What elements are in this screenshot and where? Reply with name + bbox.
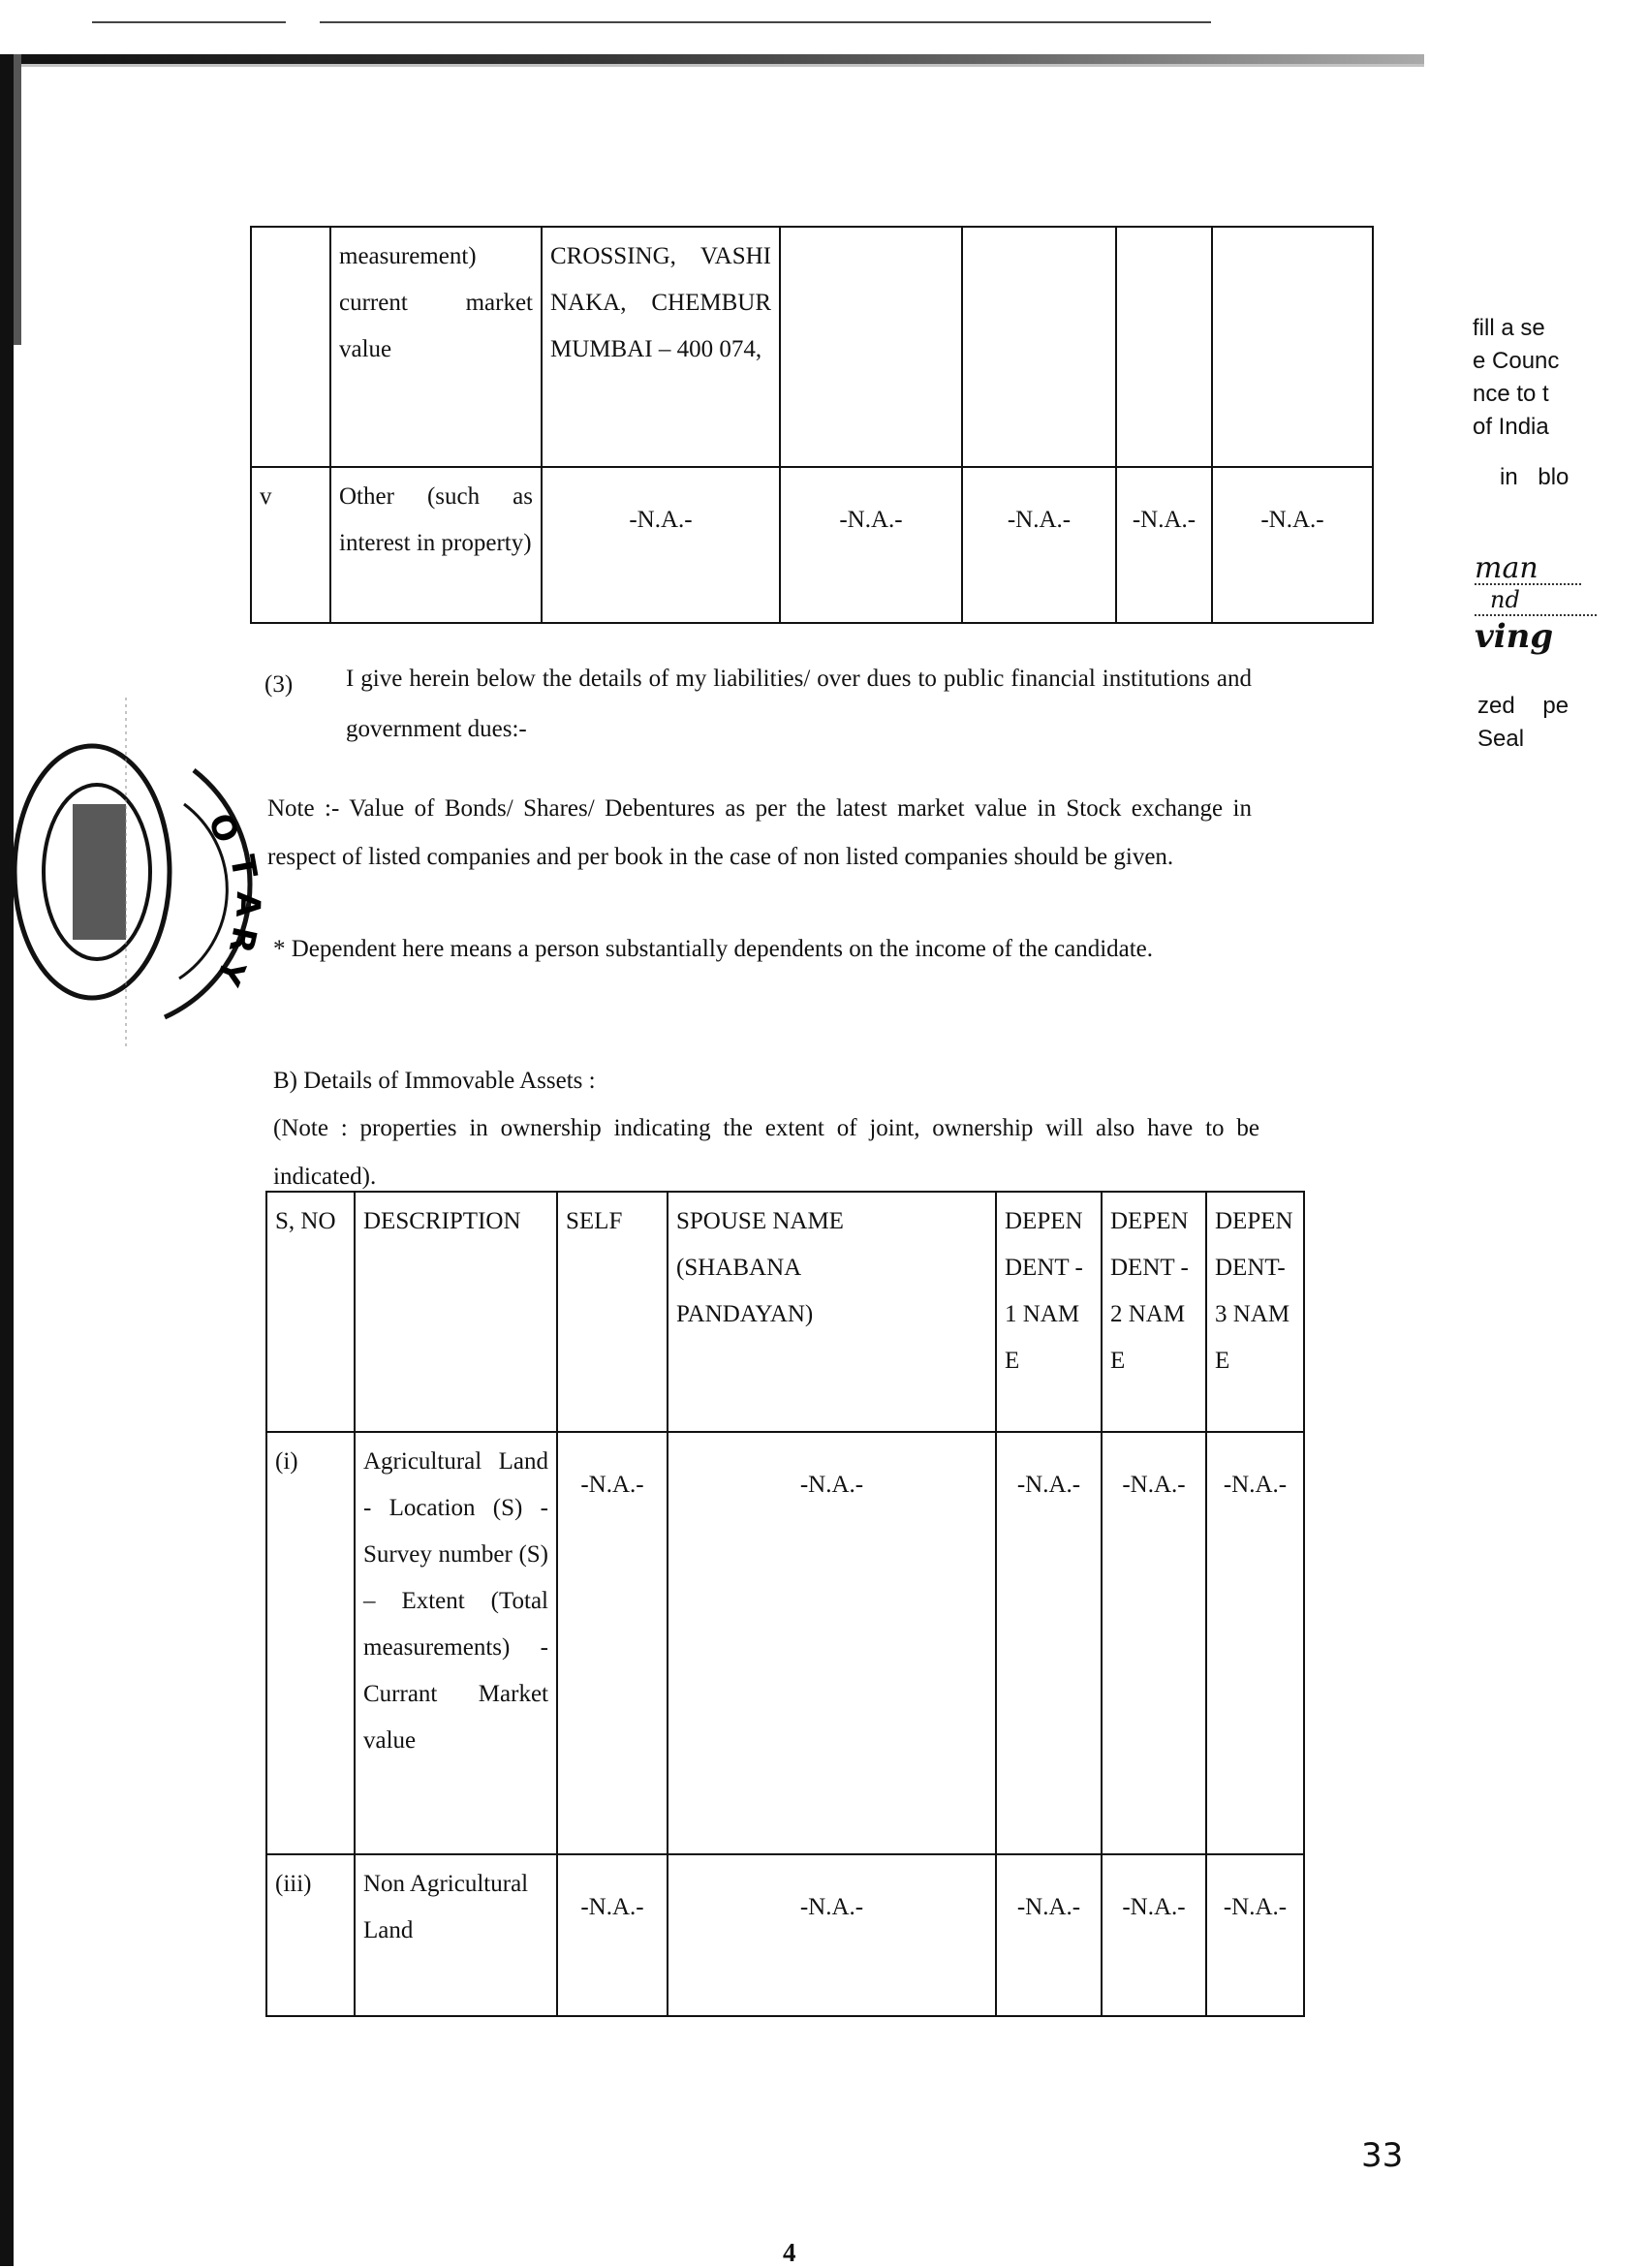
header-dependent-3: DEPENDENT-3 NAME: [1206, 1192, 1304, 1432]
self-cell: -N.A.-: [557, 1854, 668, 2016]
margin-fragment-lower: [1477, 690, 1569, 756]
margin-fragment-line: zed pe: [1477, 693, 1569, 719]
margin-fragment-line: Seal: [1477, 726, 1525, 752]
dependent-3-cell: -N.A.-: [1212, 467, 1373, 623]
header-sno-label: S, NO: [275, 1208, 336, 1234]
scan-edge-shadow: [0, 64, 1424, 67]
header-dependent-1: DEPENDENT -1 NAME: [996, 1192, 1102, 1432]
margin-fragment-text: [1473, 312, 1569, 494]
margin-fragment-line: in blo: [1500, 464, 1569, 490]
handwritten-page-number: 33: [1361, 2136, 1404, 2175]
stamp-letter: R: [220, 923, 264, 957]
description-cell: Agricultural Land - Location (S) - Survey number (S) – Extent (Total measurements) - Currant Market value: [355, 1432, 557, 1854]
table-row: [251, 467, 1373, 623]
liabilities-statement: I give herein below the details of my liabilities/ over dues to public financial institutions and government dues:-: [346, 666, 1252, 742]
table-row: [251, 227, 1373, 467]
stamp-letter: O: [200, 808, 247, 849]
scan-line: [320, 21, 1211, 23]
stamp-letter: T: [222, 852, 264, 882]
sno-cell: (iii): [266, 1854, 355, 2016]
header-spouse: [668, 1192, 996, 1432]
section-number: (3): [264, 671, 294, 698]
spouse-cell: -N.A.-: [668, 1854, 996, 2016]
handwriting-line: ving: [1475, 617, 1554, 656]
margin-fragment-line: nce to t: [1473, 381, 1549, 407]
dependent-3-cell: -N.A.-: [1206, 1854, 1304, 2016]
header-description: DESCRIPTION: [355, 1192, 557, 1432]
self-cell: -N.A.-: [542, 467, 780, 623]
sno-cell: v: [251, 467, 330, 623]
dependent-2-cell: -N.A.-: [1102, 1854, 1206, 2016]
note-dependent: * Dependent here means a person substantially dependents on the income of the candidate.: [273, 936, 1154, 962]
stamp-letter: Y: [207, 953, 253, 991]
margin-handwriting: [1475, 551, 1597, 656]
table-row: [266, 1432, 1304, 1854]
sno-cell: (i): [266, 1432, 355, 1854]
dependent-1-cell: -N.A.-: [962, 467, 1116, 623]
margin-fragment-line: e Counc: [1473, 348, 1560, 374]
self-cell: CROSSING, VASHI NAKA, CHEMBUR MUMBAI – 400 074,: [542, 227, 780, 467]
dependent-3-cell: -N.A.-: [1206, 1432, 1304, 1854]
dependent-2-cell: [1116, 227, 1212, 467]
notary-stamp: [0, 698, 291, 1046]
note-bonds-shares: Note :- Value of Bonds/ Shares/ Debentures as per the latest market value in Stock exchange in respect of listed companies and per book in the case of non listed companies should be given.: [267, 795, 1252, 870]
header-spouse-label: SPOUSE NAME: [676, 1208, 844, 1234]
header-spouse-name: (SHABANA PANDAYAN): [676, 1255, 814, 1327]
dependent-1-cell: [962, 227, 1116, 467]
dependent-3-cell: [1212, 227, 1373, 467]
handwriting-line: nd: [1475, 585, 1597, 616]
header-dependent-2: DEPENDENT - 2 NAME: [1102, 1192, 1206, 1432]
immovable-assets-heading: B) Details of Immovable Assets :: [273, 1068, 596, 1094]
movable-assets-table-continued: [250, 226, 1374, 624]
immovable-assets-table: [265, 1191, 1305, 2017]
sno-cell: [251, 227, 330, 467]
table-row: [266, 1854, 1304, 2016]
spouse-cell: -N.A.-: [780, 467, 962, 623]
immovable-assets-note: (Note : properties in ownership indicating the extent of joint, ownership will also have to be indicated).: [273, 1115, 1259, 1190]
margin-fragment-line: of India: [1473, 414, 1549, 440]
dependent-1-cell: -N.A.-: [996, 1432, 1102, 1854]
dependent-2-cell: -N.A.-: [1116, 467, 1212, 623]
scan-left-edge: [0, 54, 14, 2266]
description-cell: Other (such as interest in property): [330, 467, 542, 623]
handwriting-line: man: [1475, 554, 1581, 585]
header-self: SELF: [557, 1192, 668, 1432]
scan-edge-shadow: [0, 54, 1424, 64]
scan-line: [92, 21, 286, 23]
stamp-letter: A: [228, 890, 267, 918]
self-cell: -N.A.-: [557, 1432, 668, 1854]
table-header-row: [266, 1192, 1304, 1432]
dependent-2-cell: -N.A.-: [1102, 1432, 1206, 1854]
page-number: 4: [783, 2238, 796, 2267]
dependent-1-cell: -N.A.-: [996, 1854, 1102, 2016]
description-cell: measurement) current market value: [330, 227, 542, 467]
header-sno: [266, 1192, 355, 1432]
spouse-cell: -N.A.-: [668, 1432, 996, 1854]
margin-fragment-line: fill a se: [1473, 315, 1545, 341]
spouse-cell: [780, 227, 962, 467]
description-cell: Non Agricultural Land: [355, 1854, 557, 2016]
scan-left-edge: [14, 54, 21, 345]
